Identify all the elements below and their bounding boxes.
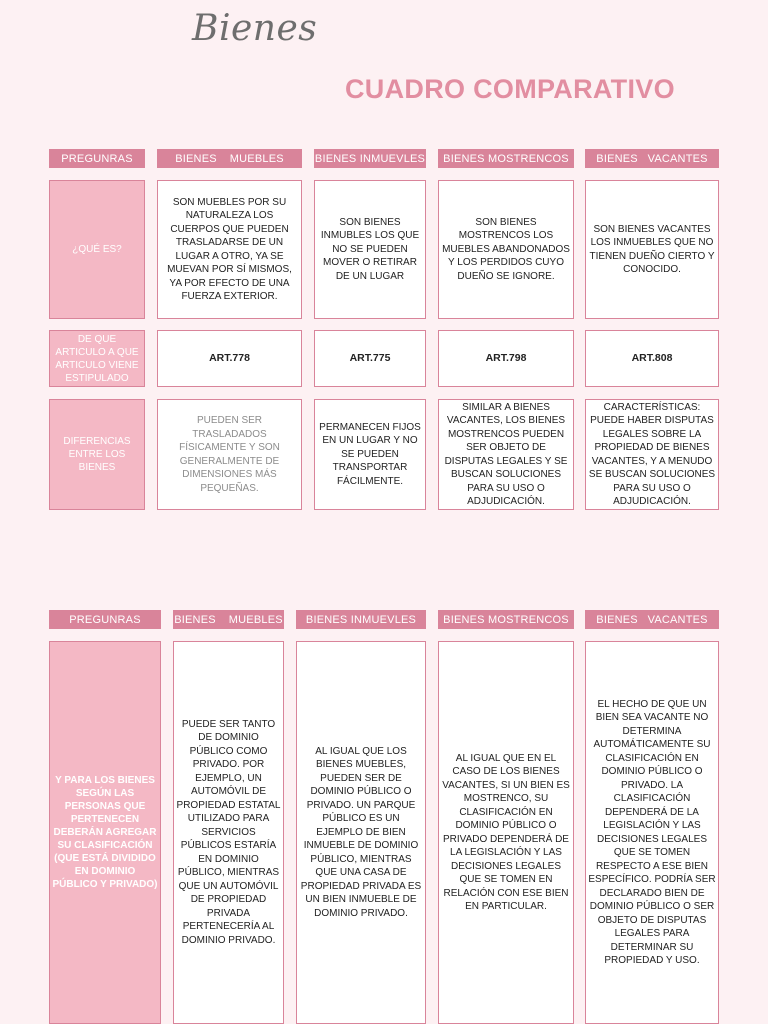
t1-header-inmuebles: BIENES INMUEVLES (314, 149, 426, 168)
t2-cell-muebles-clasificacion: PUEDE SER TANTO DE DOMINIO PÚBLICO COMO PRIVADO. POR EJEMPLO, UN AUTOMÓVIL DE PROPIEDAD ESTATAL UTILIZADO PARA SERVICIOS PÚBLICOS ESTARÍA EN DOMINIO PÚBLICO, MIENTRAS QUE UN AUTOMÓVIL DE PROPIEDAD PRIVADA PERTENECERÍA AL DOMINIO PRIVADO. (173, 641, 284, 1024)
t1-cell-mostrencos-articulo: ART.798 (438, 330, 574, 387)
t1-cell-mostrencos-diferencias: SIMILAR A BIENES VACANTES, LOS BIENES MOSTRENCOS PUEDEN SER OBJETO DE DISPUTAS LEGALES Y SE BUSCAN SOLUCIONES PARA SU USO O ADJUDICACIÓN. (438, 399, 574, 510)
t2-header-muebles: BIENES MUEBLES (173, 610, 284, 629)
t1-row-label-articulo: DE QUE ARTICULO A QUE ARTICULO VIENE ESTIPULADO (49, 330, 145, 387)
t1-cell-muebles-diferencias: PUEDEN SER TRASLADADOS FÍSICAMENTE Y SON GENERALMENTE DE DIMENSIONES MÁS PEQUEÑAS. (157, 399, 302, 510)
t2-cell-mostrencos-clasificacion: AL IGUAL QUE EN EL CASO DE LOS BIENES VACANTES, SI UN BIEN ES MOSTRENCO, SU CLASIFICACIÓN EN DOMINIO PÚBLICO O PRIVADO DEPENDERÁ DE LA LEGISLACIÓN Y LAS DECISIONES LEGALES QUE SE TOMEN EN RELACIÓN CON ESE BIEN EN PARTICULAR. (438, 641, 574, 1024)
t1-cell-vacantes-diferencias: CARACTERÍSTICAS: PUEDE HABER DISPUTAS LEGALES SOBRE LA PROPIEDAD DE BIENES VACANTES, Y A MENUDO SE BUSCAN SOLUCIONES PARA SU USO O ADJUDICACIÓN. (585, 399, 719, 510)
t2-header-vacantes: BIENES VACANTES (585, 610, 719, 629)
t1-header-questions: PREGUNRAS (49, 149, 145, 168)
t1-header-muebles: BIENES MUEBLES (157, 149, 302, 168)
t1-cell-inmuebles-articulo: ART.775 (314, 330, 426, 387)
brand-title: Bienes (192, 8, 318, 49)
t1-cell-mostrencos-que-es: SON BIENES MOSTRENCOS LOS MUEBLES ABANDONADOS Y LOS PERDIDOS CUYO DUEÑO SE IGNORE. (438, 180, 574, 319)
t2-header-questions: PREGUNRAS (49, 610, 161, 629)
t1-row-label-que-es: ¿QUÉ ES? (49, 180, 145, 319)
t1-cell-inmuebles-diferencias: PERMANECEN FIJOS EN UN LUGAR Y NO SE PUEDEN TRANSPORTAR FÁCILMENTE. (314, 399, 426, 510)
page-title: CUADRO COMPARATIVO (345, 74, 675, 104)
t1-cell-vacantes-articulo: ART.808 (585, 330, 719, 387)
t2-header-inmuebles: BIENES INMUEVLES (296, 610, 426, 629)
t1-row-label-diferencias: DIFERENCIAS ENTRE LOS BIENES (49, 399, 145, 510)
t1-header-vacantes: BIENES VACANTES (585, 149, 719, 168)
t1-header-mostrencos: BIENES MOSTRENCOS (438, 149, 574, 168)
t2-row-label-clasificacion: Y PARA LOS BIENES SEGÚN LAS PERSONAS QUE PERTENECEN DEBERÁN AGREGAR SU CLASIFICACIÓN (QUE ESTÁ DIVIDIDO EN DOMINIO PÚBLICO Y PRIVADO) (49, 641, 161, 1024)
t1-cell-vacantes-que-es: SON BIENES VACANTES LOS INMUEBLES QUE NO TIENEN DUEÑO CIERTO Y CONOCIDO. (585, 180, 719, 319)
t2-cell-inmuebles-clasificacion: AL IGUAL QUE LOS BIENES MUEBLES, PUEDEN SER DE DOMINIO PÚBLICO O PRIVADO. UN PARQUE PÚBLICO ES UN EJEMPLO DE BIEN INMUEBLE DE DOMINIO PÚBLICO, MIENTRAS QUE UNA CASA DE PROPIEDAD PRIVADA ES UN BIEN INMUEBLE DE DOMINIO PRIVADO. (296, 641, 426, 1024)
t2-header-mostrencos: BIENES MOSTRENCOS (438, 610, 574, 629)
t1-cell-inmuebles-que-es: SON BIENES INMUBLES LOS QUE NO SE PUEDEN MOVER O RETIRAR DE UN LUGAR (314, 180, 426, 319)
t1-cell-muebles-que-es: SON MUEBLES POR SU NATURALEZA LOS CUERPOS QUE PUEDEN TRASLADARSE DE UN LUGAR A OTRO, YA SE MUEVAN POR SÍ MISMOS, YA POR EFECTO DE UNA FUERZA EXTERIOR. (157, 180, 302, 319)
t1-cell-muebles-articulo: ART.778 (157, 330, 302, 387)
t2-cell-vacantes-clasificacion: EL HECHO DE QUE UN BIEN SEA VACANTE NO DETERMINA AUTOMÁTICAMENTE SU CLASIFICACIÓN EN DOMINIO PÚBLICO O PRIVADO. LA CLASIFICACIÓN DEPENDERÁ DE LA LEGISLACIÓN Y LAS DECISIONES LEGALES QUE SE TOMEN RESPECTO A ESE BIEN ESPECÍFICO. PODRÍA SER DECLARADO BIEN DE DOMINIO PÚBLICO O SER OBJETO DE DISPUTAS LEGALES PARA DETERMINAR SU PROPIEDAD Y USO. (585, 641, 719, 1024)
